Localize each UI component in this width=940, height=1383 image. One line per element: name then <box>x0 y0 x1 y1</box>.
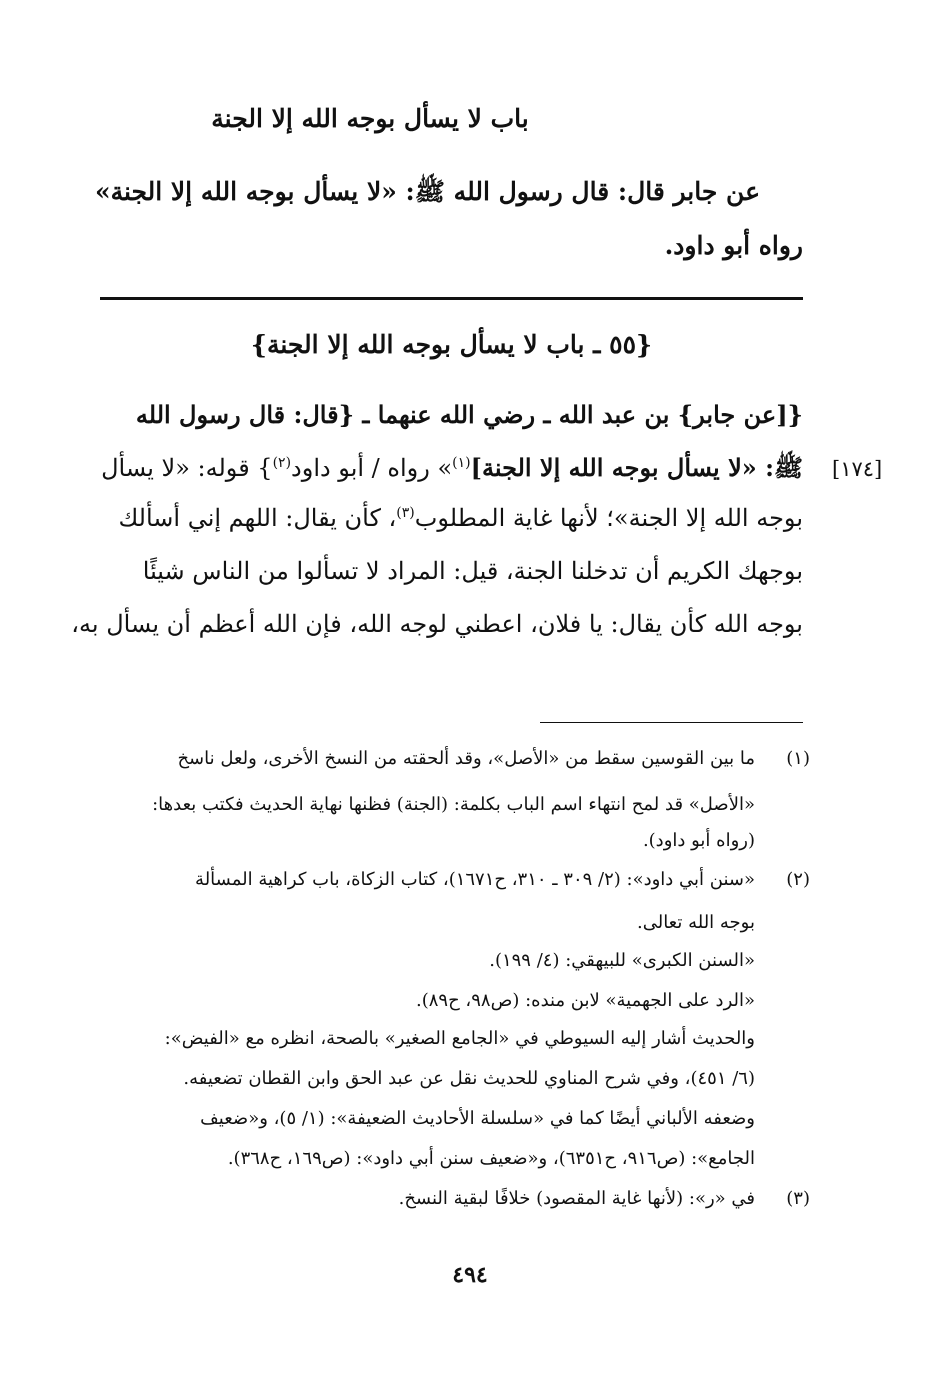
footnote-number: (٢) <box>786 869 810 890</box>
footnote-line: (٦/ ٤٥١)، وفي شرح المناوي للحديث نقل عن عبد الحق وابن القطان تضعيفه. <box>183 1068 755 1089</box>
footnote-line: «سنن أبي داود»: (٢/ ٣٠٩ ـ ٣١٠، ح١٦٧١)، كتاب الزكاة، باب كراهية المسألة <box>195 869 755 890</box>
hadith-text-line-1: عن جابر قال: قال رسول الله ﷺ: «لا يسأل بوجه الله إلا الجنة» <box>94 177 760 206</box>
footnote-line: ما بين القوسين سقط من «الأصل»، وقد ألحقته من النسخ الأخرى، ولعل ناسخ <box>177 748 755 769</box>
footnote-line: وضعفه الألباني أيضًا كما في «سلسلة الأحاديث الضعيفة»: (١/ ٥)، و«ضعيف <box>200 1108 755 1129</box>
commentary-line-text: } قوله: «لا يسأل <box>101 454 273 482</box>
commentary-heading: {٥٥ ـ باب لا يسأل بوجه الله إلا الجنة} <box>250 330 653 359</box>
footnote-line: «السنن الكبرى» للبيهقي: (٤/ ١٩٩). <box>489 950 755 971</box>
footnote-line: بوجه الله تعالى. <box>636 912 755 933</box>
footnote-line: الجامع»: (ص٩١٦، ح٦٣٥١)، و«ضعيف سنن أبي داود»: (ص١٦٩، ح٣٦٨). <box>227 1148 755 1169</box>
commentary-line-text: ، كأن يقال: اللهم إني أسألك <box>118 504 397 532</box>
footnote-ref-1: (١) <box>452 455 471 471</box>
commentary-line <box>118 504 803 532</box>
footnote-line: «الأصل» قد لمح انتهاء اسم الباب بكلمة: (الجنة) فظنها نهاية الحديث فكتب بعدها: <box>152 794 755 815</box>
footnote-line: (رواه أبو داود). <box>642 830 755 851</box>
footnote-number: (٣) <box>786 1188 810 1209</box>
commentary-line: بوجه الله كأن يقال: يا فلان، اعطني لوجه الله، فإن الله أعظم أن يسأل به، <box>71 610 803 638</box>
footnote-ref-2: (٢) <box>272 455 292 471</box>
section-divider <box>100 297 803 300</box>
commentary-line-text: ﷺ: «لا يسأل بوجه الله إلا الجنة] <box>470 453 803 482</box>
commentary-line <box>101 453 803 488</box>
footnote-ref-3: (٣) <box>396 505 415 521</box>
footnote-number: (١) <box>786 748 810 769</box>
commentary-line: {[عن جابر} بن عبد الله ـ رضي الله عنهما ـ {قال: قال رسول الله <box>135 400 803 429</box>
footnote-line: في «ر»: (لأنها غاية المقصود) خلافًا لبقية النسخ. <box>398 1188 755 1209</box>
chapter-title: باب لا يسأل بوجه الله إلا الجنة <box>211 104 529 133</box>
margin-hadith-number: [١٧٤] <box>832 457 883 481</box>
footnote-separator <box>540 722 803 723</box>
commentary-line: بوجهك الكريم أن تدخلنا الجنة، قيل: المراد لا تسألوا من الناس شيئًا <box>142 557 803 585</box>
footnote-line: «الرد على الجهمية» لابن منده: (ص٩٨، ح٨٩). <box>415 990 755 1011</box>
page-number: ٤٩٤ <box>452 1262 488 1288</box>
commentary-line-text: بوجه الله إلا الجنة»؛ لأنها غاية المطلوب <box>414 504 803 532</box>
hadith-text-line-2: رواه أبو داود. <box>664 231 803 260</box>
commentary-line-text: » رواه / أبو داود <box>291 454 453 482</box>
footnote-line: والحديث أشار إليه السيوطي في «الجامع الصغير» بالصحة، انظره مع «الفيض»: <box>164 1028 755 1049</box>
